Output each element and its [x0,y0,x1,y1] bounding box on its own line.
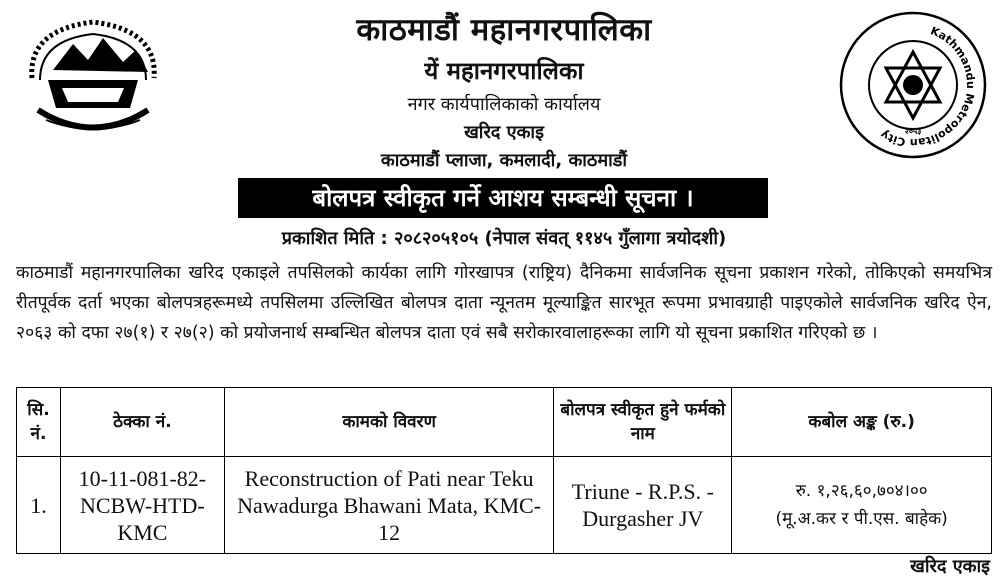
cell-contract-no: 10-11-081-82-NCBW-HTD-KMC [60,457,224,554]
kmc-emblem-logo [18,10,168,140]
header-contract-no: ठेक्का नं. [60,388,224,457]
table-header-row [17,388,992,457]
header-description: कामको विवरण [224,388,554,457]
table-row [17,457,992,554]
kathmandu-metropolitan-city-seal [838,10,988,160]
notice-body: काठमाडौं महानगरपालिका खरिद एकाइले तपसिलको कार्यका लागि गोरखापत्र (राष्ट्रिय) दैनिकमा सार्वजनिक सूचना प्रकाशन गरेको, तोकिएको समयभित्र रीतपूर्वक दर्ता भएका बोलपत्रहरूमध्ये तपसिलमा उल्लिखित बोलपत्र दाता न्यूनतम मूल्याङ्कित सारभूत रूपमा प्रभावग्राही पाइएकोले सार्वजनिक खरिद ऐन, २०६३ को दफा २७(१) र २७(२) को प्रयोजनार्थ सम्बन्धित बोलपत्र दाता एवं सबै सरोकारवालाहरूका लागि यो सूचना प्रकाशित गरिएको छ । [16,263,992,343]
office-address: काठमाडौं प्लाजा, कमलादी, काठमाडौं [380,150,628,171]
svg-text:२०५३: २०५३ [904,127,922,136]
header-sn: सि. नं. [17,388,61,457]
procurement-unit: खरिद एकाइ [464,122,544,143]
publication-date: प्रकाशित मिति : २०८२०५१०५ (नेपाल संवत् ११४५ गुँलागा त्रयोदशी) [281,228,727,249]
cell-amount [732,457,992,554]
footer-signature: खरिद एकाइ [910,556,990,577]
header-amount: कबोल अङ्क (रु.) [732,388,992,457]
notice-title-banner: बोलपत्र स्वीकृत गर्ने आशय सम्बन्धी सूचना । [238,178,768,218]
cell-sn: 1. [17,457,61,554]
amount-note: (मू.अ.कर र पी.एस. बाहेक) [775,509,948,529]
header-bidder: बोलपत्र स्वीकृत हुने फर्मको नाम [554,388,732,457]
org-name-newari: यें महानगरपालिका [424,56,584,85]
award-table [16,387,992,554]
cell-description: Reconstruction of Pati near Teku Nawadurga Bhawani Mata, KMC-12 [224,457,554,554]
svg-text:Kathmandu Metropolitan City: Kathmandu Metropolitan City [878,24,978,150]
cell-bidder: Triune - R.P.S. - Durgasher JV [554,457,732,554]
amount-value: रु. १,२६,६०,७०४।०० [795,481,928,501]
office-name: नगर कार्यपालिकाको कार्यालय [407,94,601,115]
org-name-heading: काठमाडौं महानगरपालिका [356,12,652,48]
